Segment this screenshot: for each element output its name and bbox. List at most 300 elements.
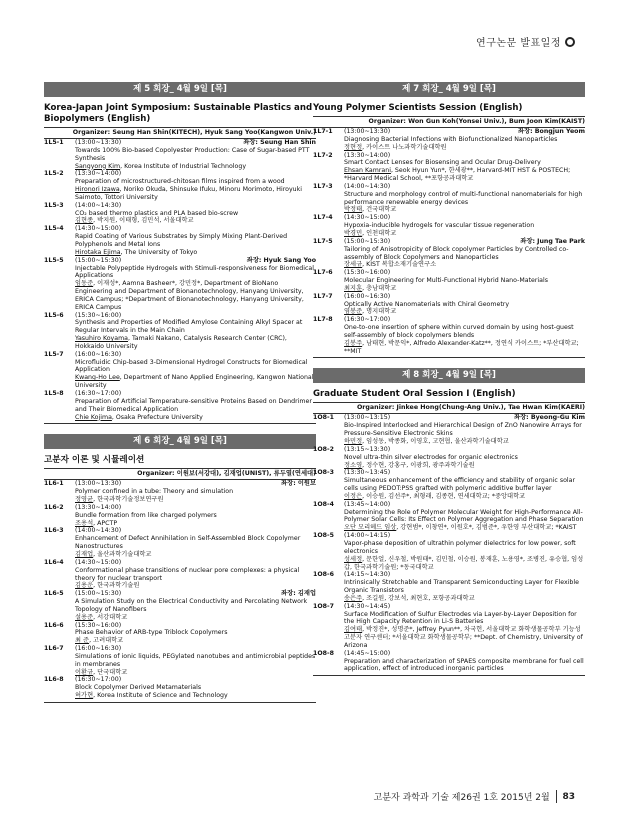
- entry-time: (14:00~14:30): [344, 182, 391, 190]
- entry-title: Optically Active Nanomaterials with Chiral Geometry: [344, 300, 510, 308]
- entry-title: Preparation and characterization of SPAES composite membrane for fuel cell application, effect of introduced inorganic particles: [344, 657, 584, 673]
- entry-body: [75, 676, 316, 700]
- program-entry: [313, 214, 585, 238]
- author-affiliation: , 정수현, 강홍구, 이광희, 광주과학기술원: [362, 461, 475, 469]
- entry-time-line: [75, 312, 316, 320]
- presenter-name: 최 준: [75, 637, 90, 645]
- entry-time-line: [344, 501, 585, 509]
- entry-time-line: [75, 351, 316, 359]
- author-affiliation: , 울산과학기술대학교: [93, 550, 152, 558]
- entry-time: (13:15~13:30): [344, 445, 391, 453]
- entry-time-line: [75, 139, 316, 147]
- entry-time: (14:30~14:45): [344, 602, 391, 610]
- presenter-name: 김현종: [75, 217, 94, 225]
- chair-label: 좌장: 이원보: [281, 480, 316, 488]
- program-entry: [44, 480, 316, 504]
- entry-title: Simultaneous enhancement of the efficiency and stability of organic solar cells using PEDOT:PSS grafted with polymeric additive buffer layer: [344, 477, 576, 493]
- presenter-name: Kwang-Ho Lee: [75, 374, 120, 382]
- entry-title: Preparation of Artificial Temperature-sensitive Proteins Based on Dendrimer and Their Biomedical Application: [75, 397, 312, 413]
- entry-authors: [75, 692, 316, 700]
- entry-title: Hypoxia-inducible hydrogels for vascular tissue regeneration: [344, 222, 535, 230]
- session-title: Graduate Student Oral Session I (English): [313, 389, 516, 400]
- entry-body: [344, 152, 585, 183]
- author-affiliation: , KIST 복합소재기술연구소: [362, 261, 437, 269]
- program-entry: [44, 504, 316, 528]
- entry-time: (13:00~13:30): [75, 139, 122, 146]
- author-affiliation: , 건국대학교: [362, 206, 397, 214]
- entry-body: [75, 225, 316, 256]
- entry-time: (14:00~14:30): [75, 527, 122, 535]
- program-entry: [313, 128, 585, 152]
- entry-time-line: [344, 128, 585, 136]
- presenter-name: 정소영: [344, 461, 363, 469]
- author-affiliation: , 충남대학교: [362, 284, 397, 292]
- program-entry: [313, 532, 585, 571]
- entry-authors: [344, 556, 585, 572]
- entry-code: 1L6-4: [44, 558, 64, 566]
- presenter-name: Chie Kojima: [75, 413, 112, 421]
- footer-journal: 고분자 과학과 기술 제26권 1호 2015년 2월: [373, 793, 550, 803]
- entry-body: [75, 559, 316, 590]
- entry-title: Conformational phase transitions of nuclear pore complexes: a physical theory for nuclear transport: [75, 566, 300, 582]
- entry-time: (13:00~13:15): [344, 414, 391, 422]
- entry-time: (15:00~15:30): [344, 237, 391, 245]
- author-affiliation: , Noriko Okuda, Shinsuke Ifuku, Minoru Morimoto, Hiroyuki Saimoto, Tottori University: [75, 186, 302, 201]
- chair-label: 좌장: Hyuk Sang Yoo: [246, 256, 316, 264]
- section-end-rule: [44, 700, 316, 703]
- entry-title: Simulations of ionic liquids, PEGylated nanotubes and antimicrobial peptides in membranes: [75, 652, 316, 668]
- entry-body: [344, 293, 585, 317]
- entry-time-line: [75, 590, 316, 598]
- entry-title: Determining the Role of Polymer Molecular Weight for High-Performance All-Polymer Solar Cells: Its Effect on Polymer Aggregation and Phase Separation: [344, 508, 584, 524]
- entry-authors: [344, 462, 585, 470]
- program-entry: [313, 316, 585, 355]
- author-affiliation: , 단국대학교: [93, 668, 128, 676]
- entry-body: [344, 238, 585, 269]
- session-organizer: Organizer: Jinkee Hong(Chung-Ang Univ.), Tae Hwan Kim(KAERI): [313, 402, 585, 414]
- entry-body: [344, 469, 585, 500]
- entry-authors: [344, 626, 585, 650]
- presenter-name: Hironori Izawa: [75, 186, 120, 194]
- entry-code: 1O8-4: [313, 500, 334, 508]
- entry-code: 1L5-4: [44, 225, 64, 233]
- entry-body: [344, 571, 585, 602]
- entry-time: (15:30~16:00): [75, 621, 122, 629]
- entry-title: Bio-Inspired Interlocked and Hierarchical Design of ZnO Nanowire Arrays for Pressure-Sensitive Electronic Skins: [344, 422, 582, 438]
- author-affiliation: , 강현범*, 이창연*, 이원호*, 김범준*, 우한영 부산대학교; *KAIST: [396, 524, 577, 532]
- session-title: 고분자 이론 및 시뮬레이션: [44, 455, 145, 466]
- entry-time: (14:00~14:30): [75, 201, 122, 209]
- entry-authors: [344, 524, 585, 532]
- program-entry: [44, 202, 316, 226]
- author-affiliation: , 한국과학기술정보연구원: [93, 496, 164, 504]
- entry-time-line: [344, 446, 585, 454]
- program-entry: [313, 183, 585, 214]
- entry-authors: [344, 493, 585, 501]
- session-section: [44, 434, 316, 703]
- presenter-name: 정영균: [75, 496, 94, 504]
- entry-time-line: [75, 225, 316, 233]
- entry-authors: [75, 374, 316, 390]
- entry-authors: [75, 496, 316, 504]
- entry-body: [344, 183, 585, 214]
- program-entry: [313, 571, 585, 602]
- entry-code: 1L5-7: [44, 350, 64, 358]
- entry-code: 1L6-1: [44, 480, 64, 488]
- entry-body: [344, 214, 585, 238]
- program-entry: [44, 170, 316, 201]
- entry-title: Injectable Polypeptide Hydrogels with Stimuli-responsiveness for Biomedical Applications: [75, 264, 314, 280]
- entry-time-line: [344, 469, 585, 477]
- author-affiliation: , 고려대학교: [89, 637, 124, 645]
- session-bar: 제 7 회장_ 4월 9일 [목]: [313, 82, 585, 97]
- page-header: [476, 34, 575, 49]
- entry-time-line: [344, 650, 585, 658]
- entry-code: 1O8-1: [313, 414, 334, 422]
- author-affiliation: , Seok Hyun Yun*, 한세광**, Harvard-MIT HST & POSTECH; *Harvard Medical School, **포항공과대학교: [344, 167, 571, 183]
- entry-authors: [344, 206, 585, 214]
- session-bar: 제 8 회장_ 4월 9일 [목]: [313, 368, 585, 383]
- entry-code: 1L6-5: [44, 590, 64, 598]
- entry-time: (13:30~14:00): [75, 170, 122, 178]
- entry-time-line: [344, 238, 585, 246]
- entry-time: (14:45~15:00): [344, 649, 391, 657]
- entry-time: (13:30~14:00): [75, 503, 122, 511]
- presenter-name: 김봉주: [344, 339, 363, 347]
- entry-time: (16:00~16:30): [75, 645, 122, 653]
- entry-time-line: [75, 676, 316, 684]
- presenter-name: 허가현: [75, 692, 94, 700]
- program-entry: [44, 645, 316, 676]
- section-end-rule: [313, 355, 585, 358]
- entry-code: 1L7-3: [313, 182, 333, 190]
- entry-title: Intrinsically Stretchable and Transparent Semiconducting Layer for Flexible Organic Transistors: [344, 579, 579, 595]
- entry-code: 1L6-8: [44, 676, 64, 684]
- entry-code: 1O8-7: [313, 602, 334, 610]
- chair-label: 좌장: Jung Tae Park: [520, 237, 585, 245]
- entry-code: 1L7-4: [313, 214, 333, 222]
- entry-title: Preparation of microstructured-chitosan films inspired from a wood: [75, 178, 285, 186]
- author-affiliation: , 명지대학교: [362, 308, 397, 316]
- entry-code: 1L5-2: [44, 170, 64, 178]
- page-footer: [374, 790, 575, 803]
- entry-time-line: [75, 202, 316, 210]
- entry-title: Enhancement of Defect Annihilation in Self-Assembled Block Copolymer Nanostructures: [75, 535, 301, 551]
- entry-time-line: [75, 170, 316, 178]
- session-organizer: Organizer: Seung Han Shin(KITECH), Hyuk Sang Yoo(Kangwon Univ.): [44, 127, 316, 139]
- entry-code: 1L5-5: [44, 256, 64, 264]
- entry-authors: [75, 186, 316, 202]
- presenter-name: 하민정: [344, 438, 363, 445]
- entry-time-line: [75, 622, 316, 630]
- entry-body: [344, 414, 585, 445]
- entry-code: 1O8-5: [313, 532, 334, 540]
- author-affiliation: , 이재성*, Aamna Basheer*, 강민정*, Department of BioNano Engineering and Department of Bionanotechnology, Hanyang University, ERICA Campus; *Department of Bionanotechnology, Hanyang University, ERICA Campus: [75, 280, 304, 311]
- entry-title: Molecular Engineering for Multi-Functional Hybrid Nano-Materials: [344, 277, 548, 285]
- header-label: 연구논문 발표일정: [476, 38, 561, 49]
- program-entry: [44, 312, 316, 351]
- presenter-name: 최지훈: [344, 284, 363, 292]
- entry-title: Towards 100% Bio-based Copolyester Production: Case of Sugar-based PTT Synthesis: [75, 146, 310, 162]
- program-entry: [313, 446, 585, 470]
- session-bar: 제 5 회장_ 4월 9일 [목]: [44, 82, 316, 97]
- entry-code: 1L7-1: [313, 128, 333, 135]
- chair-label: 좌장: Bongjun Yeom: [518, 128, 585, 135]
- author-affiliation: , 조길원, 강보석, 최현호, 포항공과대학교: [362, 594, 475, 602]
- session-organizer: Organizer: 이원보(서강대), 김재업(UNIST), 류두열(연세대): [44, 468, 316, 480]
- presenter-name: 오단 모리헤드 임상: [344, 524, 397, 532]
- entry-time-line: [344, 316, 585, 324]
- entry-code: 1L6-7: [44, 645, 64, 653]
- entry-time: (13:00~13:30): [75, 480, 122, 488]
- author-affiliation: , 인천대학교: [362, 229, 397, 237]
- presenter-name: 설용준: [75, 613, 94, 621]
- entry-title: Tailoring of Anisotropicity of Block copolymer Particles by Controlled co-assembly of Block Copolymers and Nanoparticles: [344, 245, 569, 261]
- entry-time-line: [344, 214, 585, 222]
- entry-authors: [344, 167, 585, 183]
- author-affiliation: , 한국과학기술원: [93, 582, 140, 590]
- author-affiliation: , Osaka Prefecture University: [111, 413, 203, 421]
- chair-label: 좌장: Byeong-Gu Kim: [514, 414, 585, 422]
- entry-code: 1L7-7: [313, 292, 333, 300]
- presenter-name: Hirotaka Ejima: [75, 248, 121, 256]
- presenter-name: 이정은: [344, 492, 363, 500]
- entry-authors: [75, 280, 316, 311]
- entry-authors: [75, 217, 316, 225]
- entry-authors: [75, 614, 316, 622]
- entry-code: 1L6-6: [44, 621, 64, 629]
- entry-authors: [75, 551, 316, 559]
- entry-time: (16:30~17:00): [75, 676, 122, 684]
- entry-time-line: [75, 257, 316, 265]
- chair-label: 좌장: Seung Han Shin: [243, 139, 316, 146]
- program-entry: [313, 269, 585, 293]
- presenter-name: 조용석: [75, 519, 94, 527]
- entry-code: 1L7-8: [313, 316, 333, 324]
- entry-authors: [344, 285, 585, 293]
- entry-title: Phase Behavior of ARB-type Triblock Copolymers: [75, 629, 228, 637]
- program-entry: [44, 559, 316, 590]
- author-affiliation: , Korea Institute of Science and Technology: [93, 692, 228, 700]
- program-entry: [44, 676, 316, 700]
- author-affiliation: , 문한얼, 신우철, 박원태*, 김민철, 이승원, 봉재훈, 노용영*, 조병진, 유승협, 임성갑, 한국과학기술원; *동국대학교: [344, 555, 584, 571]
- session-organizer: Organizer: Won Gun Koh(Yonsei Univ.), Bum Joon Kim(KAIST): [313, 116, 585, 128]
- session-bar: 제 6 회장_ 4월 9일 [목]: [44, 434, 316, 449]
- entry-time-line: [344, 571, 585, 579]
- entry-authors: [344, 595, 585, 603]
- entry-body: [344, 603, 585, 650]
- entry-time: (13:00~13:30): [344, 128, 391, 135]
- session-title: Young Polymer Scientists Session (English): [313, 103, 523, 113]
- entry-body: [75, 622, 316, 646]
- author-affiliation: , 카이스트 나노과학기술대학원: [362, 143, 447, 151]
- program-entry: [44, 257, 316, 312]
- entry-time-line: [75, 559, 316, 567]
- entry-code: 1O8-2: [313, 445, 334, 453]
- entry-body: [75, 645, 316, 676]
- left-column: [44, 82, 316, 713]
- presenter-name: Ehsan Kamrani: [344, 167, 391, 175]
- entry-authors: [75, 335, 316, 351]
- program-entry: [44, 351, 316, 390]
- entry-authors: [344, 261, 585, 269]
- program-entry: [313, 501, 585, 532]
- session-section: [313, 82, 585, 358]
- author-affiliation: , 박정진*, 성명준*, Jeffrey Pyun**, 차국헌, 서울대학교 화학생물공학부 기능성 고분자 연구센터; *서울대학교 화학생물공학부; **Dept. of Chemistry, University of Arizona: [344, 626, 583, 649]
- entry-authors: [75, 163, 316, 171]
- entry-code: 1L6-3: [44, 527, 64, 535]
- entry-body: [75, 139, 316, 170]
- entry-authors: [75, 669, 316, 677]
- presenter-name: Yasuhiro Koyama: [75, 335, 129, 343]
- entry-time: (14:30~15:00): [75, 225, 122, 233]
- entry-time-line: [75, 480, 316, 488]
- entry-title: Surface Modification of Sulfur Electrodes via Layer-by-Layer Deposition for the High Capacity Retention in Li-S Batteries: [344, 610, 577, 626]
- presenter-name: 박경민: [344, 229, 363, 237]
- entry-time-line: [344, 293, 585, 301]
- entry-time-line: [344, 414, 585, 422]
- entry-time: (15:30~16:00): [75, 311, 122, 319]
- program-entry: [313, 238, 585, 269]
- program-entry: [313, 650, 585, 674]
- session-section: [313, 368, 585, 676]
- entry-title: Block Copolymer Derived Metamaterials: [75, 684, 202, 692]
- presenter-name: 염봉준: [344, 308, 363, 316]
- entry-code: 1L6-2: [44, 503, 64, 511]
- entry-code: 1L5-3: [44, 201, 64, 209]
- program-entry: [313, 293, 585, 317]
- presenter-name: 송은주: [344, 594, 363, 602]
- entry-body: [75, 351, 316, 390]
- author-affiliation: , Korea Institute of Industrial Technology: [120, 162, 247, 170]
- program-entry: [44, 622, 316, 646]
- entry-authors: [75, 414, 316, 422]
- entry-authors: [75, 249, 316, 257]
- presenter-name: 임동준: [75, 280, 94, 288]
- entry-authors: [344, 340, 585, 356]
- entry-authors: [344, 308, 585, 316]
- entry-body: [75, 170, 316, 201]
- entry-time-line: [344, 183, 585, 191]
- entry-time: (14:15~14:30): [344, 571, 391, 579]
- entry-time: (14:00~14:15): [344, 532, 391, 540]
- entry-code: 1O8-8: [313, 649, 334, 657]
- entry-title: Novel ultra-thin silver electrodes for organic electronics: [344, 453, 518, 461]
- page-number: 83: [562, 791, 575, 802]
- presenter-name: 장세규: [344, 261, 363, 269]
- author-affiliation: , The University of Tokyo: [120, 248, 198, 256]
- entry-body: [75, 202, 316, 226]
- entry-time: (13:45~14:00): [344, 500, 391, 508]
- session-title: Korea-Japan Joint Symposium: Sustainable Plastics and Biopolymers (English): [44, 103, 313, 124]
- entry-time: (15:00~15:30): [75, 256, 122, 264]
- entry-code: 1L7-2: [313, 151, 333, 159]
- presenter-name: 성세정: [344, 555, 363, 563]
- section-end-rule: [313, 673, 585, 676]
- entry-time: (15:00~15:30): [75, 590, 122, 598]
- entry-time-line: [75, 390, 316, 398]
- entry-time: (16:30~17:00): [75, 390, 122, 397]
- entry-body: [344, 269, 585, 293]
- entry-time: (13:30~13:45): [344, 469, 391, 477]
- presenter-name: 이환규: [75, 668, 94, 676]
- entry-time-line: [344, 603, 585, 611]
- program-entry: [313, 603, 585, 650]
- program-entry: [44, 225, 316, 256]
- entry-body: [344, 501, 585, 532]
- entry-code: 1O8-3: [313, 469, 334, 477]
- author-affiliation: , 박지원, 이태형, 김민석, 서울대학교: [93, 217, 194, 225]
- entry-authors: [75, 520, 316, 528]
- entry-code: 1L7-5: [313, 237, 333, 245]
- entry-time-line: [344, 152, 585, 160]
- entry-body: [75, 480, 316, 504]
- session-section: [44, 82, 316, 424]
- presenter-name: 김재업: [75, 550, 94, 558]
- entry-body: [344, 446, 585, 470]
- entry-time-line: [75, 504, 316, 512]
- entry-title: Rapid Coating of Various Substrates by Simply Mixing Plant-Derived Polyphenols and Metal Ions: [75, 233, 288, 248]
- entry-authors: [75, 582, 316, 590]
- entry-time-line: [75, 645, 316, 653]
- entry-body: [75, 312, 316, 351]
- program-entry: [44, 390, 316, 421]
- entry-time: (16:30~17:00): [344, 316, 391, 324]
- entry-body: [75, 390, 316, 421]
- entry-body: [344, 316, 585, 355]
- entry-title: Diagnosing Bacterial Infections with Biofunctionalized Nanoparticles: [344, 135, 558, 143]
- circle-bullet-icon: [565, 37, 575, 47]
- presenter-name: 박정태: [344, 206, 363, 214]
- section-end-rule: [44, 421, 316, 424]
- entry-code: 1L7-6: [313, 269, 333, 277]
- author-affiliation: , 서강대학교: [93, 613, 128, 621]
- entry-body: [75, 504, 316, 528]
- program-entry: [44, 527, 316, 558]
- entry-body: [344, 128, 585, 152]
- entry-title: CO₂ based thermo plastics and PLA based bio-screw: [75, 209, 239, 217]
- program-entry: [44, 590, 316, 621]
- author-affiliation: , 임성동, 박종화, 이영호, 고현협, 울산과학기술대학교: [362, 438, 509, 445]
- entry-title: Smart Contact Lenses for Biosensing and Ocular Drug-Delivery: [344, 159, 541, 167]
- entry-code: 1O8-6: [313, 571, 334, 579]
- entry-time: (16:00~16:30): [344, 292, 391, 300]
- entry-time: (14:30~15:00): [344, 214, 391, 222]
- presenter-name: 정현정: [344, 143, 363, 151]
- presenter-name: 김용운: [75, 582, 94, 590]
- entry-authors: [75, 637, 316, 645]
- entry-time: (15:30~16:00): [344, 269, 391, 277]
- author-affiliation: , APCTP: [93, 519, 118, 527]
- entry-title: Synthesis and Properties of Modified Amylose Containing Alkyl Spacer at Regular Intervals in the Main Chain: [75, 319, 303, 335]
- program-entry: [313, 469, 585, 500]
- author-affiliation: , 이승원, 김선주*, 최형래, 김종현, 연세대학교; *중앙대학교: [362, 492, 526, 500]
- entry-authors: [344, 438, 585, 446]
- entry-title: Microfluidic Chip-based 3-Dimensional Hydrogel Constructs for Biomedical Application: [75, 358, 308, 374]
- entry-time-line: [75, 527, 316, 535]
- entry-code: 1L5-6: [44, 311, 64, 319]
- entry-time-line: [344, 532, 585, 540]
- entry-authors: [344, 144, 585, 152]
- entry-title: Vapor-phase deposition of ultrathin polymer dielectrics for low power, soft electronics: [344, 539, 576, 555]
- entry-time: (13:30~14:00): [344, 151, 391, 159]
- presenter-name: Sangyong Kim: [75, 162, 121, 170]
- entry-time-line: [344, 269, 585, 277]
- program-entry: [313, 414, 585, 445]
- program-entry: [44, 139, 316, 170]
- entry-body: [344, 650, 585, 674]
- entry-title: One-to-one insertion of sphere within curved domain by using host-guest self-assembly of block copolymers blends: [344, 324, 574, 339]
